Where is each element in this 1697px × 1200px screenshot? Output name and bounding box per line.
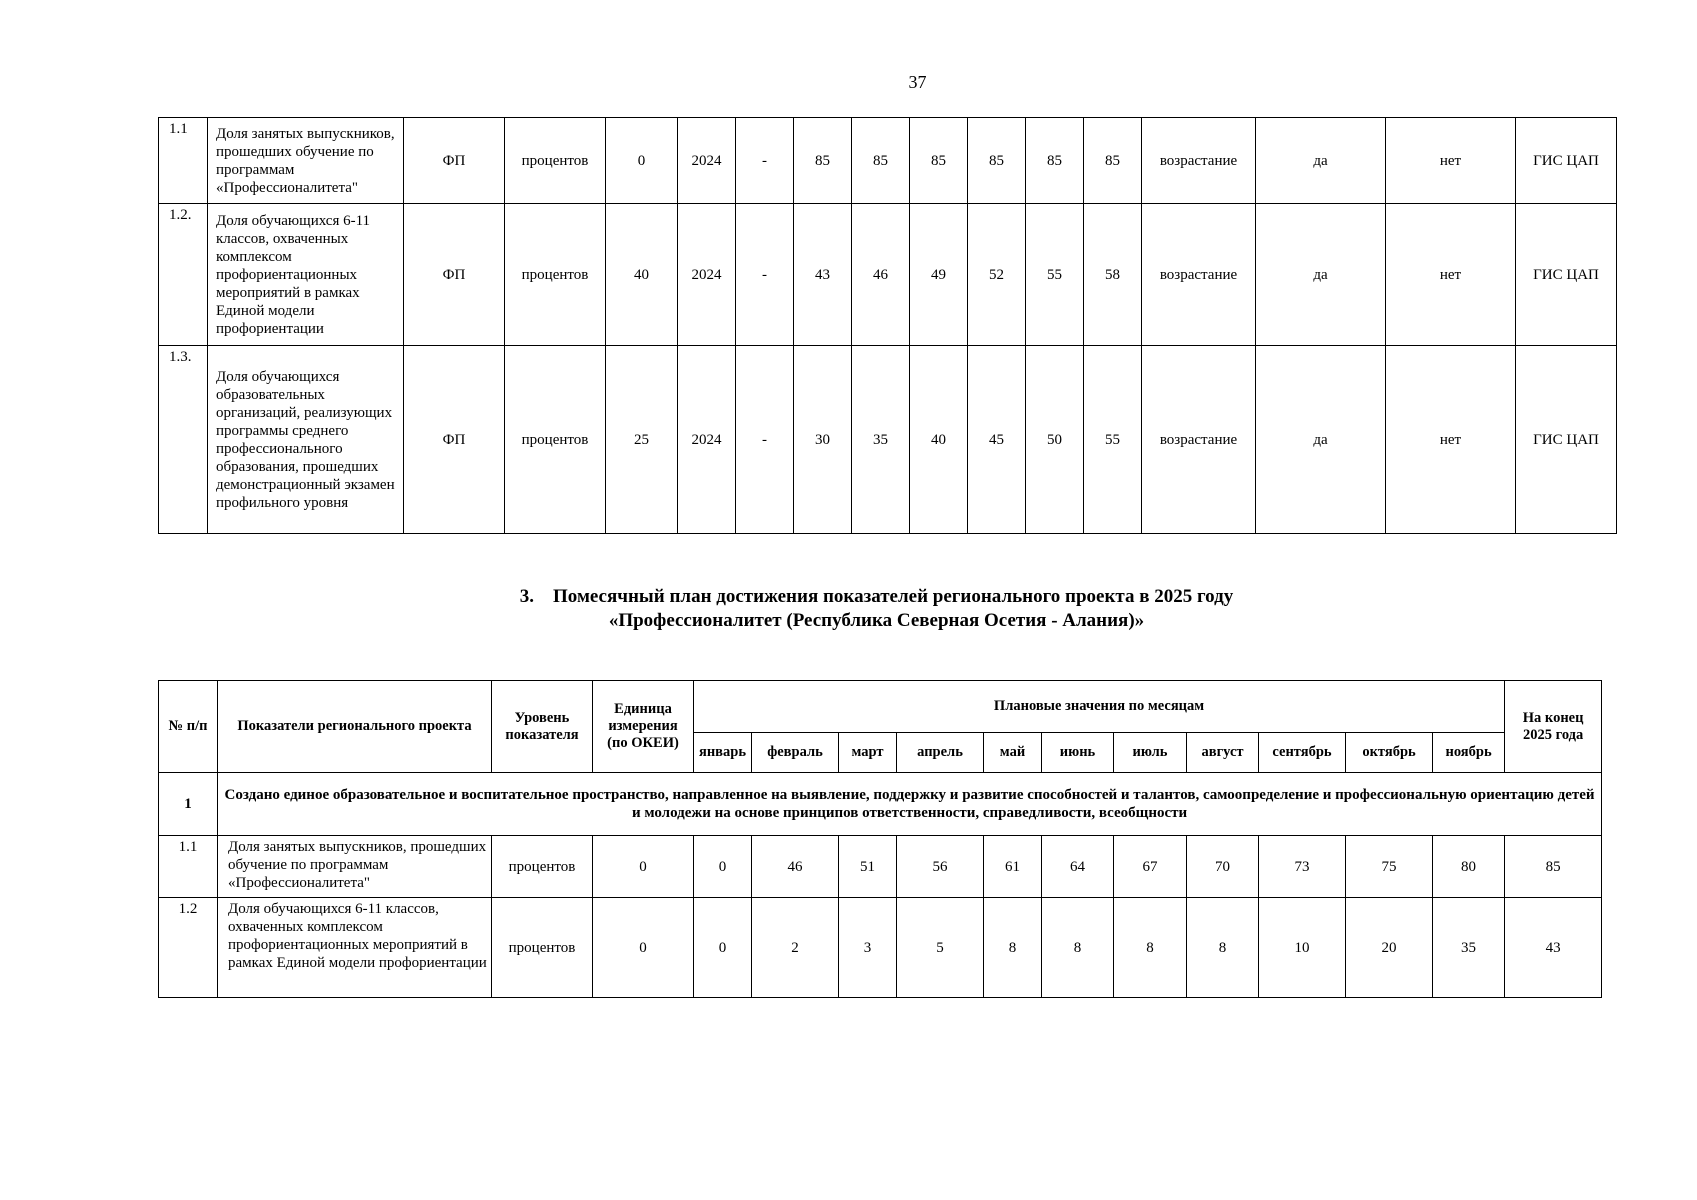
- month-value-cell: 8: [1187, 898, 1259, 998]
- month-value-cell: 51: [839, 836, 897, 898]
- month-value-cell: 8: [1114, 898, 1187, 998]
- month-header: ноябрь: [1433, 733, 1505, 773]
- month-value-cell: 46: [752, 836, 839, 898]
- base-value-cell: 40: [606, 204, 678, 346]
- row-number: 1.2.: [159, 204, 208, 346]
- value-cell: 45: [968, 346, 1026, 534]
- value-cell: 85: [1026, 118, 1084, 204]
- month-header: март: [839, 733, 897, 773]
- trend-cell: возрастание: [1142, 204, 1256, 346]
- month-value-cell: 35: [1433, 898, 1505, 998]
- value-cell: 30: [794, 346, 852, 534]
- table-row: [159, 204, 1617, 346]
- table-row: [159, 898, 1602, 998]
- section-title: [158, 585, 1595, 633]
- month-value-cell: 3: [839, 898, 897, 998]
- header-indicator: Показатели регионального проекта: [218, 681, 492, 773]
- row-number: 1.3.: [159, 346, 208, 534]
- flag2-cell: нет: [1386, 346, 1516, 534]
- value-cell: 55: [1026, 204, 1084, 346]
- section-title-line2: «Профессионалитет (Республика Северная Осетия - Алания)»: [608, 610, 1145, 631]
- flag1-cell: да: [1256, 346, 1386, 534]
- month-value-cell: 56: [897, 836, 984, 898]
- month-header: июль: [1114, 733, 1187, 773]
- value-cell: 50: [1026, 346, 1084, 534]
- month-value-cell: 8: [1042, 898, 1114, 998]
- month-value-cell: 70: [1187, 836, 1259, 898]
- unit-cell: процентов: [505, 204, 606, 346]
- month-header: май: [984, 733, 1042, 773]
- month-value-cell: 64: [1042, 836, 1114, 898]
- month-value-cell: 75: [1346, 836, 1433, 898]
- month-header: январь: [694, 733, 752, 773]
- value-cell: 43: [794, 204, 852, 346]
- base-value-cell: 0: [606, 118, 678, 204]
- row-number: 1.1: [159, 836, 218, 898]
- section-title-line1: Помесячный план достижения показателей регионального проекта в 2025 году: [553, 586, 1234, 607]
- value-cell: 46: [852, 204, 910, 346]
- row-number: 1.2: [159, 898, 218, 998]
- dash-cell: -: [736, 204, 794, 346]
- level-cell: 0: [593, 836, 694, 898]
- indicator-name: Доля занятых выпускников, прошедших обучение по программам «Профессионалитета": [218, 836, 492, 898]
- flag1-cell: да: [1256, 118, 1386, 204]
- flag2-cell: нет: [1386, 118, 1516, 204]
- value-cell: 58: [1084, 204, 1142, 346]
- unit-cell: процентов: [505, 346, 606, 534]
- trend-cell: возрастание: [1142, 346, 1256, 534]
- unit-cell: процентов: [492, 836, 593, 898]
- indicator-name: Доля занятых выпускников, прошедших обучение по программам «Профессионалитета": [208, 118, 404, 204]
- month-header: февраль: [752, 733, 839, 773]
- goal-number: 1: [159, 773, 218, 836]
- base-year-cell: 2024: [678, 204, 736, 346]
- value-cell: 85: [910, 118, 968, 204]
- month-value-cell: 0: [694, 836, 752, 898]
- trend-cell: возрастание: [1142, 118, 1256, 204]
- unit-cell: процентов: [492, 898, 593, 998]
- section-number: 3.: [519, 586, 535, 607]
- base-year-cell: 2024: [678, 346, 736, 534]
- header-num: № п/п: [159, 681, 218, 773]
- table-row: [159, 836, 1602, 898]
- month-header: октябрь: [1346, 733, 1433, 773]
- month-value-cell: 5: [897, 898, 984, 998]
- month-value-cell: 0: [694, 898, 752, 998]
- value-cell: 85: [1084, 118, 1142, 204]
- level-cell: 0: [593, 898, 694, 998]
- month-value-cell: 61: [984, 836, 1042, 898]
- value-cell: 85: [852, 118, 910, 204]
- header-year-end: На конец 2025 года: [1505, 681, 1602, 773]
- level-cell: ФП: [404, 118, 505, 204]
- month-header: август: [1187, 733, 1259, 773]
- indicator-name: Доля обучающихся образовательных организаций, реализующих программы среднего профессионального образования, прошедших демонстрационный экзамен профильного уровня: [208, 346, 404, 534]
- value-cell: 85: [968, 118, 1026, 204]
- monthly-plan-table: [158, 680, 1602, 998]
- value-cell: 40: [910, 346, 968, 534]
- source-cell: ГИС ЦАП: [1516, 118, 1617, 204]
- month-header: июнь: [1042, 733, 1114, 773]
- indicator-name: Доля обучающихся 6-11 классов, охваченных комплексом профориентационных мероприятий в рамках Единой модели профориентации: [208, 204, 404, 346]
- flag2-cell: нет: [1386, 204, 1516, 346]
- value-cell: 49: [910, 204, 968, 346]
- source-cell: ГИС ЦАП: [1516, 346, 1617, 534]
- month-value-cell: 67: [1114, 836, 1187, 898]
- level-cell: ФП: [404, 204, 505, 346]
- month-value-cell: 80: [1433, 836, 1505, 898]
- year-end-cell: 43: [1505, 898, 1602, 998]
- dash-cell: -: [736, 346, 794, 534]
- level-cell: ФП: [404, 346, 505, 534]
- year-end-cell: 85: [1505, 836, 1602, 898]
- month-value-cell: 8: [984, 898, 1042, 998]
- table-row: [159, 346, 1617, 534]
- header-unit: Единица измерения (по ОКЕИ): [593, 681, 694, 773]
- header-monthly: Плановые значения по месяцам: [694, 681, 1505, 733]
- page-number: 37: [908, 72, 927, 92]
- base-year-cell: 2024: [678, 118, 736, 204]
- value-cell: 35: [852, 346, 910, 534]
- goal-text: Создано единое образовательное и воспитательное пространство, направленное на выявление, поддержку и развитие способностей и талантов, самоопределение и профессиональную ориентацию детей и молодежи на основе принципов ответственности, справедливости, всеобщности: [218, 773, 1602, 836]
- unit-cell: процентов: [505, 118, 606, 204]
- value-cell: 52: [968, 204, 1026, 346]
- row-number: 1.1: [159, 118, 208, 204]
- header-level: Уровень показателя: [492, 681, 593, 773]
- indicators-table: [158, 117, 1617, 534]
- month-value-cell: 73: [1259, 836, 1346, 898]
- dash-cell: -: [736, 118, 794, 204]
- month-header: сентябрь: [1259, 733, 1346, 773]
- value-cell: 55: [1084, 346, 1142, 534]
- month-value-cell: 2: [752, 898, 839, 998]
- table-row: [159, 118, 1617, 204]
- indicator-name: Доля обучающихся 6-11 классов, охваченных комплексом профориентационных мероприятий в рамках Единой модели профориентации: [218, 898, 492, 998]
- flag1-cell: да: [1256, 204, 1386, 346]
- source-cell: ГИС ЦАП: [1516, 204, 1617, 346]
- month-value-cell: 20: [1346, 898, 1433, 998]
- value-cell: 85: [794, 118, 852, 204]
- base-value-cell: 25: [606, 346, 678, 534]
- month-header: апрель: [897, 733, 984, 773]
- month-value-cell: 10: [1259, 898, 1346, 998]
